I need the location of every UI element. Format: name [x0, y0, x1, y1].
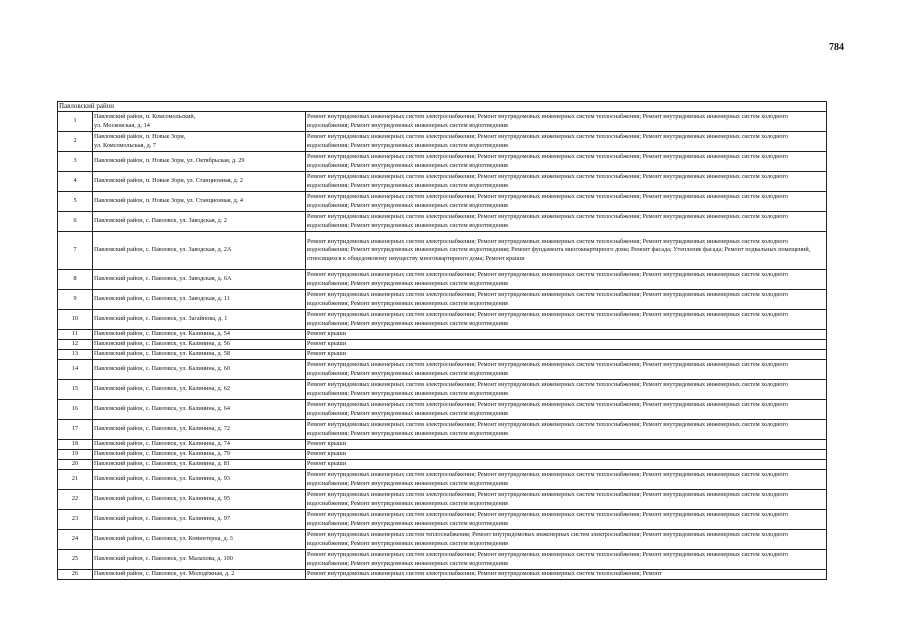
table-row [58, 470, 827, 490]
row-works: Ремонт внутридомовых инженерных систем электроснабжения; Ремонт внутридомовых инженерных систем теплоснабжения; Ремонт внутридомовых инженерных систем холодного водоснабжения; Ремонт внутридомовых инженерных систем водоотведения [306, 172, 827, 192]
page-number: 784 [829, 42, 844, 53]
row-address: Павловский район, с. Павловск, ул. Калинина, д. 81 [93, 460, 306, 470]
row-works: Ремонт внутридомовых инженерных систем электроснабжения; Ремонт внутридомовых инженерных систем теплоснабжения; Ремонт внутридомовых инженерных систем холодного водоснабжения; Ремонт внутридомовых инженерных систем водоотведения [306, 152, 827, 172]
row-address: Павловский район, п. Новые Зори, ул. Станционная, д. 2 [93, 172, 306, 192]
row-works: Ремонт внутридомовых инженерных систем электроснабжения; Ремонт внутридомовых инженерных систем теплоснабжения; Ремонт внутридомовых инженерных систем холодного водоснабжения; Ремонт внутридомовых инженерных систем водоотведения [306, 400, 827, 420]
row-address: Павловский район, с. Павловск, ул. Калинина, д. 58 [93, 350, 306, 360]
row-works: Ремонт внутридомовых инженерных систем электроснабжения; Ремонт внутридомовых инженерных систем теплоснабжения; Ремонт внутридомовых инженерных систем холодного водоснабжения; Ремонт внутридомовых инженерных систем водоотведения [306, 212, 827, 232]
table-row [58, 460, 827, 470]
table-row [58, 490, 827, 510]
table-row [58, 152, 827, 172]
row-number: 18 [58, 440, 93, 450]
row-address: Павловский район, п. Комсомольский, ул. Московская, д. 14 [93, 112, 306, 132]
row-number: 8 [58, 270, 93, 290]
row-number: 19 [58, 450, 93, 460]
table-row [58, 360, 827, 380]
district-title: Павловский район [58, 102, 827, 112]
row-number: 3 [58, 152, 93, 172]
row-number: 25 [58, 550, 93, 570]
table-row [58, 212, 827, 232]
table-row [58, 232, 827, 270]
row-address: Павловский район, с. Павловск, ул. Заводская, д. 2А [93, 232, 306, 270]
row-works: Ремонт крыши [306, 340, 827, 350]
table-row [58, 290, 827, 310]
row-address: Павловский район, с. Павловск, ул. Коминтерна, д. 3 [93, 530, 306, 550]
row-address: Павловский район, с. Павловск, ул. Калинина, д. 74 [93, 440, 306, 450]
table-row [58, 510, 827, 530]
row-number: 21 [58, 470, 93, 490]
row-address: Павловский район, с. Павловск, ул. Малахова, д. 100 [93, 550, 306, 570]
table-row [58, 530, 827, 550]
row-number: 14 [58, 360, 93, 380]
row-number: 9 [58, 290, 93, 310]
row-works: Ремонт внутридомовых инженерных систем электроснабжения; Ремонт внутридомовых инженерных систем теплоснабжения; Ремонт [306, 570, 827, 580]
row-works: Ремонт внутридомовых инженерных систем электроснабжения; Ремонт внутридомовых инженерных систем теплоснабжения; Ремонт внутридомовых инженерных систем холодного водоснабжения; Ремонт внутридомовых инженерных систем водоотведения [306, 192, 827, 212]
row-number: 1 [58, 112, 93, 132]
row-address: Павловский район, с. Павловск, ул. Калинина, д. 95 [93, 490, 306, 510]
row-works: Ремонт крыши [306, 450, 827, 460]
row-works: Ремонт крыши [306, 330, 827, 340]
row-number: 20 [58, 460, 93, 470]
row-address: Павловский район, с. Павловск, ул. Калинина, д. 60 [93, 360, 306, 380]
table-row [58, 450, 827, 460]
row-address: Павловский район, с. Павловск, ул. Калинина, д. 54 [93, 330, 306, 340]
row-number: 15 [58, 380, 93, 400]
row-address: Павловский район, с. Павловск, ул. Калинина, д. 97 [93, 510, 306, 530]
row-number: 11 [58, 330, 93, 340]
table-row [58, 330, 827, 340]
row-address: Павловский район, с. Павловск, ул. Калинина, д. 72 [93, 420, 306, 440]
row-works: Ремонт внутридомовых инженерных систем электроснабжения; Ремонт внутридомовых инженерных систем теплоснабжения; Ремонт внутридомовых инженерных систем холодного водоснабжения; Ремонт внутридомовых инженерных систем водоотведения [306, 490, 827, 510]
row-number: 22 [58, 490, 93, 510]
table-row [58, 310, 827, 330]
row-address: Павловский район, с. Павловск, ул. Заводская, д. 11 [93, 290, 306, 310]
district-row [58, 102, 827, 112]
row-works: Ремонт внутридомовых инженерных систем электроснабжения; Ремонт внутридомовых инженерных систем теплоснабжения; Ремонт внутридомовых инженерных систем холодного водоснабжения; Ремонт внутридомовых инженерных систем водоотведения [306, 112, 827, 132]
row-number: 13 [58, 350, 93, 360]
table-row [58, 132, 827, 152]
row-number: 26 [58, 570, 93, 580]
table-row [58, 350, 827, 360]
row-number: 2 [58, 132, 93, 152]
row-works: Ремонт внутридомовых инженерных систем электроснабжения; Ремонт внутридомовых инженерных систем теплоснабжения; Ремонт внутридомовых инженерных систем холодного водоснабжения; Ремонт внутридомовых инженерных систем водоотведения [306, 470, 827, 490]
table-row [58, 340, 827, 350]
table-row [58, 570, 827, 580]
row-works: Ремонт внутридомовых инженерных систем электроснабжения; Ремонт внутридомовых инженерных систем теплоснабжения; Ремонт внутридомовых инженерных систем холодного водоснабжения; Ремонт внутридомовых инженерных систем водоотведения [306, 290, 827, 310]
row-works: Ремонт крыши [306, 440, 827, 450]
row-works: Ремонт внутридомовых инженерных систем электроснабжения; Ремонт внутридомовых инженерных систем теплоснабжения; Ремонт внутридомовых инженерных систем холодного водоснабжения; Ремонт внутридомовых инженерных систем водоотведения [306, 510, 827, 530]
row-address: Павловский район, с. Павловск, ул. Калинина, д. 79 [93, 450, 306, 460]
row-number: 16 [58, 400, 93, 420]
row-works: Ремонт внутридомовых инженерных систем электроснабжения; Ремонт внутридомовых инженерных систем теплоснабжения; Ремонт внутридомовых инженерных систем холодного водоснабжения; Ремонт внутридомовых инженерных систем водоотведения; Ремонт фундамента многоквартирного дома; Ремонт фасада; Утепление фасада; Ремонт подвальных помещений, относящихся к общедомовому имуществу многоквартирного дома; Ремонт крыши [306, 232, 827, 270]
row-works: Ремонт крыши [306, 460, 827, 470]
table-row [58, 270, 827, 290]
row-number: 10 [58, 310, 93, 330]
row-address: Павловский район, п. Новые Зори, ул. Октябрьская, д. 29 [93, 152, 306, 172]
table-row [58, 440, 827, 450]
row-address: Павловский район, с. Павловск, ул. Заводская, д. 6А [93, 270, 306, 290]
table-row [58, 420, 827, 440]
row-address: Павловский район, п. Новые Зори, ул. Станционная, д. 4 [93, 192, 306, 212]
row-address: Павловский район, п. Новые Зори, ул. Комсомольская, д. 7 [93, 132, 306, 152]
table-row [58, 192, 827, 212]
row-address: Павловский район, с. Павловск, ул. Калинина, д. 62 [93, 380, 306, 400]
table-row [58, 112, 827, 132]
row-number: 24 [58, 530, 93, 550]
row-works: Ремонт внутридомовых инженерных систем электроснабжения; Ремонт внутридомовых инженерных систем теплоснабжения; Ремонт внутридомовых инженерных систем холодного водоснабжения; Ремонт внутридомовых инженерных систем водоотведения [306, 132, 827, 152]
row-address: Павловский район, с. Павловск, ул. Калинина, д. 64 [93, 400, 306, 420]
row-works: Ремонт крыши [306, 350, 827, 360]
repair-table [57, 101, 827, 580]
row-number: 5 [58, 192, 93, 212]
row-works: Ремонт внутридомовых инженерных систем электроснабжения; Ремонт внутридомовых инженерных систем теплоснабжения; Ремонт внутридомовых инженерных систем холодного водоснабжения; Ремонт внутридомовых инженерных систем водоотведения [306, 310, 827, 330]
row-works: Ремонт внутридомовых инженерных систем электроснабжения; Ремонт внутридомовых инженерных систем теплоснабжения; Ремонт внутридомовых инженерных систем холодного водоснабжения; Ремонт внутридомовых инженерных систем водоотведения [306, 360, 827, 380]
row-number: 23 [58, 510, 93, 530]
row-number: 4 [58, 172, 93, 192]
row-number: 7 [58, 232, 93, 270]
table-row [58, 380, 827, 400]
table-row [58, 172, 827, 192]
row-number: 17 [58, 420, 93, 440]
row-works: Ремонт внутридомовых инженерных систем электроснабжения; Ремонт внутридомовых инженерных систем теплоснабжения; Ремонт внутридомовых инженерных систем холодного водоснабжения; Ремонт внутридомовых инженерных систем водоотведения [306, 420, 827, 440]
row-works: Ремонт внутридомовых инженерных систем теплоснабжения; Ремонт внутридомовых инженерных систем электроснабжения; Ремонт внутридомовых инженерных систем холодного водоснабжения; Ремонт внутридомовых инженерных систем водоотведения [306, 530, 827, 550]
row-address: Павловский район, с. Павловск, ул. Заводская, д. 2 [93, 212, 306, 232]
row-works: Ремонт внутридомовых инженерных систем электроснабжения; Ремонт внутридомовых инженерных систем теплоснабжения; Ремонт внутридомовых инженерных систем холодного водоснабжения; Ремонт внутридомовых инженерных систем водоотведения [306, 380, 827, 400]
row-address: Павловский район, с. Павловск, ул. Калинина, д. 93 [93, 470, 306, 490]
table-row [58, 400, 827, 420]
table-row [58, 550, 827, 570]
row-number: 12 [58, 340, 93, 350]
row-works: Ремонт внутридомовых инженерных систем электроснабжения; Ремонт внутридомовых инженерных систем теплоснабжения; Ремонт внутридомовых инженерных систем холодного водоснабжения; Ремонт внутридомовых инженерных систем водоотведения [306, 550, 827, 570]
table-body [58, 102, 827, 580]
row-number: 6 [58, 212, 93, 232]
row-address: Павловский район, с. Павловск, ул. Калинина, д. 56 [93, 340, 306, 350]
row-address: Павловский район, с. Павловск, ул. Загайнова, д. 1 [93, 310, 306, 330]
row-address: Павловский район, с. Павловск, ул. Молодёжная, д. 2 [93, 570, 306, 580]
row-works: Ремонт внутридомовых инженерных систем электроснабжения; Ремонт внутридомовых инженерных систем теплоснабжения; Ремонт внутридомовых инженерных систем холодного водоснабжения; Ремонт внутридомовых инженерных систем водоотведения [306, 270, 827, 290]
